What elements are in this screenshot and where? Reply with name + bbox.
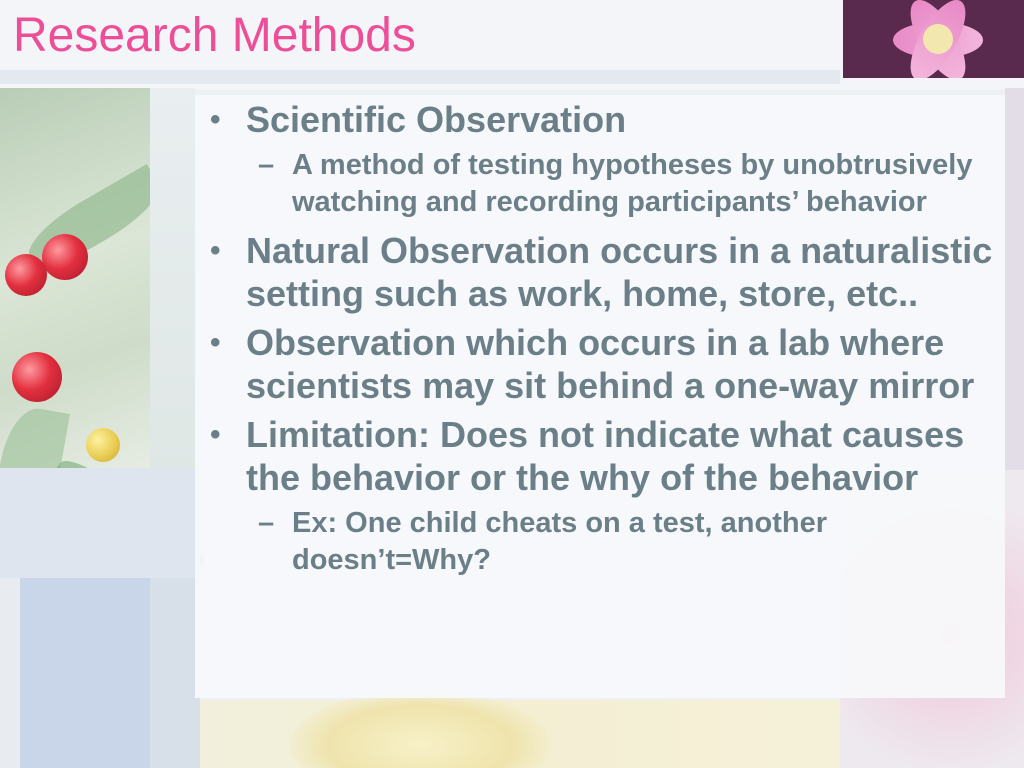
berry-shape [86,428,120,462]
bullet-text: Observation which occurs in a lab where scientists may sit behind a one-way mirror [246,322,975,406]
sub-bullet-item [208,147,998,221]
background-tile [150,88,195,468]
bullet-text: Natural Observation occurs in a naturalistic setting such as work, home, store, etc.. [246,230,993,314]
bullet-item [208,229,998,315]
berry-shape [12,352,62,402]
bullet-list [208,98,998,587]
slide-title: Research Methods [13,9,416,62]
bullet-text: Scientific Observation [246,99,627,140]
background-tile [0,70,840,84]
bullet-item [208,321,998,407]
bullet-marker: • [210,418,221,451]
background-tile [20,578,150,768]
bullet-text: Limitation: Does not indicate what causes the behavior or the why of the behavior [246,414,965,498]
background-tile [0,468,200,578]
berry-shape [5,254,47,296]
sub-bullet-text: Ex: One child cheats on a test, another doesn’t=Why? [292,507,828,576]
sub-bullet-item [208,505,998,579]
flower-photo [843,0,1024,78]
background-tile [0,578,20,768]
bullet-marker: • [210,103,221,136]
berry-photo-tile [0,88,150,468]
bullet-marker: • [210,234,221,267]
berry-shape [42,234,88,280]
bullet-item [208,98,998,141]
sub-bullet-marker: – [258,149,275,181]
sub-bullet-marker: – [258,507,275,539]
sub-bullet-text: A method of testing hypotheses by unobtrusively watching and recording participants’ behavior [292,149,973,218]
background-tile [1005,88,1024,470]
bullet-marker: • [210,326,221,359]
flower-center [923,24,953,54]
bullet-item [208,413,998,499]
background-tile [150,578,200,768]
